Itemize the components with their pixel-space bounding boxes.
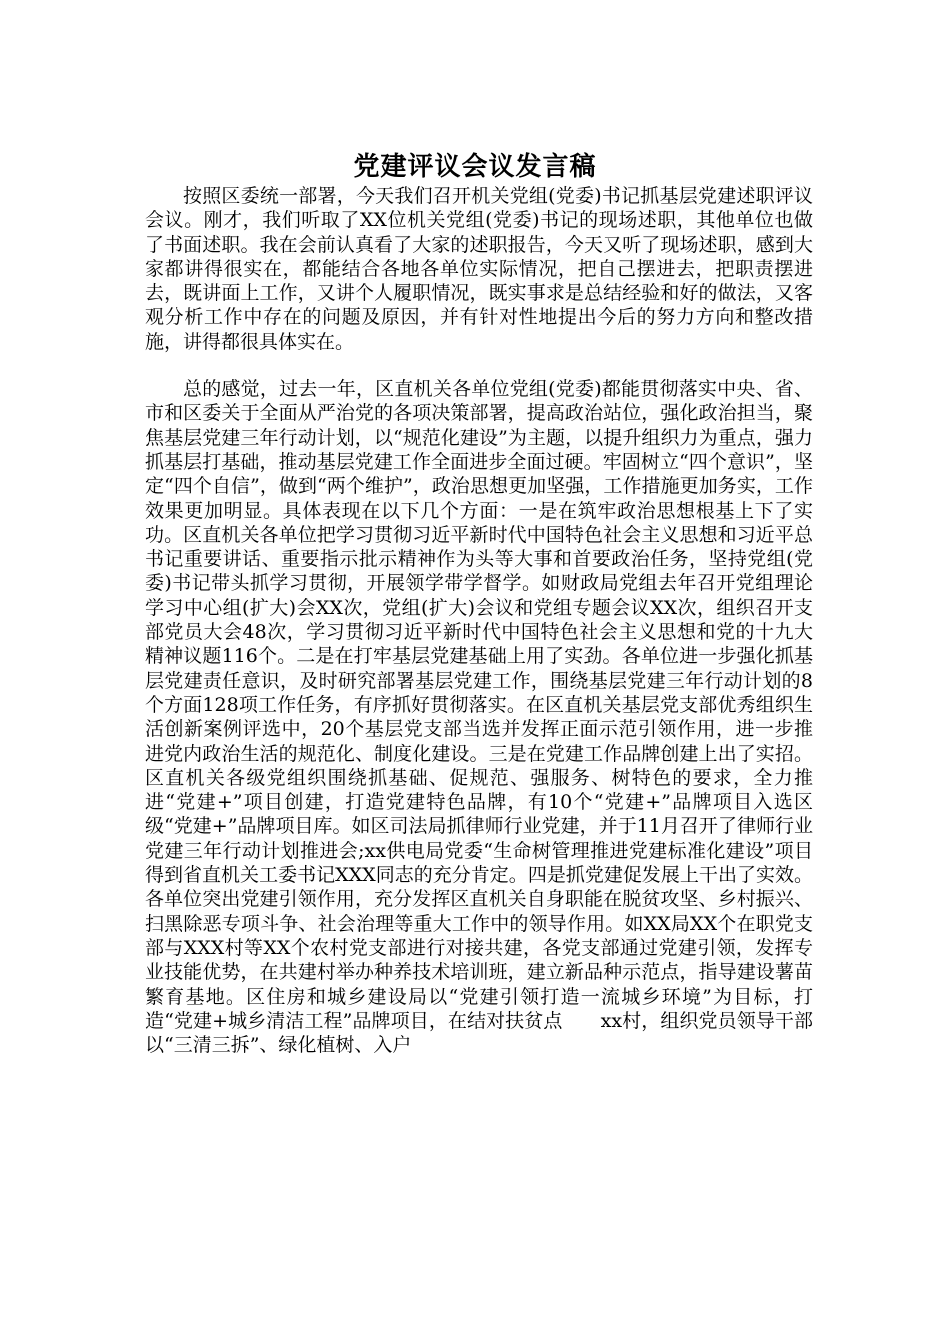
document-body (145, 184, 813, 1057)
paragraph-intro: 按照区委统一部署，今天我们召开机关党组(党委)书记抓基层党建述职评议会议。刚才，我们听取了XX位机关党组(党委)书记的现场述职，其他单位也做了书面述职。我在会前认真看了大家的述职报告，今天又听了现场述职，感到大家都讲得很实在，都能结合各地各单位实际情况，把自己摆进去，把职责摆进去，既讲面上工作，又讲个人履职情况，既实事求是总结经验和好的做法，又客观分析工作中存在的问题及原因，并有针对性地提出今后的努力方向和整改措施，讲得都很具体实在。 (145, 185, 813, 353)
paragraph-summary: 总的感觉，过去一年，区直机关各单位党组(党委)都能贯彻落实中央、省、市和区委关于全面从严治党的各项决策部署，提高政治站位，强化政治担当，聚焦基层党建三年行动计划，以“规范化建设”为主题，以提升组织力为重点，强力抓基层打基础，推动基层党建工作全面进步全面过硬。牢固树立“四个意识”，坚定“四个自信”，做到“两个维护”，政治思想更加坚强，工作措施更加务实，工作效果更加明显。具体表现在以下几个方面：一是在筑牢政治思想根基上下了实功。区直机关各单位把学习贯彻习近平新时代中国特色社会主义思想和习近平总书记重要讲话、重要指示批示精神作为头等大事和首要政治任务，坚持党组(党委)书记带头抓学习贯彻，开展领学带学督学。如财政局党组去年召开党组理论学习中心组(扩大)会XX次，党组(扩大)会议和党组专题会议XX次，组织召开支部党员大会48次，学习贯彻习近平新时代中国特色社会主义思想和党的十九大精神议题116个。二是在打牢基层党建基础上用了实劲。各单位进一步强化抓基层党建责任意识，及时研究部署基层党建工作，围绕基层党建三年行动计划的8个方面128项工作任务，有序抓好贯彻落实。在区直机关基层党支部优秀组织生活创新案例评选中，20个基层党支部当选并发挥正面示范引领作用，进一步推进党内政治生活的规范化、制度化建设。三是在党建工作品牌创建上出了实招。区直机关各级党组织围绕抓基础、促规范、强服务、树特色的要求，全力推进“党建+”项目创建，打造党建特色品牌，有10个“党建+”品牌项目入选区级“党建+”品牌项目库。如区司法局抓律师行业党建，并于11月召开了律师行业党建三年行动计划推进会;xx供电局党委“生命树管理推进党建标准化建设”项目得到省直机关工委书记XXX同志的充分肯定。四是抓党建促发展上干出了实效。各单位突出党建引领作用，充分发挥区直机关自身职能在脱贫攻坚、乡村振兴、扫黑除恶专项斗争、社会治理等重大工作中的领导作用。如XX局XX个在职党支部与XXX村等XX个农村党支部进行对接共建，各党支部通过党建引领，发挥专业技能优势，在共建村举办种养技术培训班，建立新品种示范点，指导建设薯苗繁育基地。区住房和城乡建设局以“党建引领打造一流城乡环境”为目标，打造“党建+城乡清洁工程”品牌项目，在结对扶贫点 xx村，组织党员领导干部以“三清三拆”、绿化植树、入户 (145, 378, 813, 1057)
document-title: 党建评议会议发言稿 (353, 152, 597, 183)
